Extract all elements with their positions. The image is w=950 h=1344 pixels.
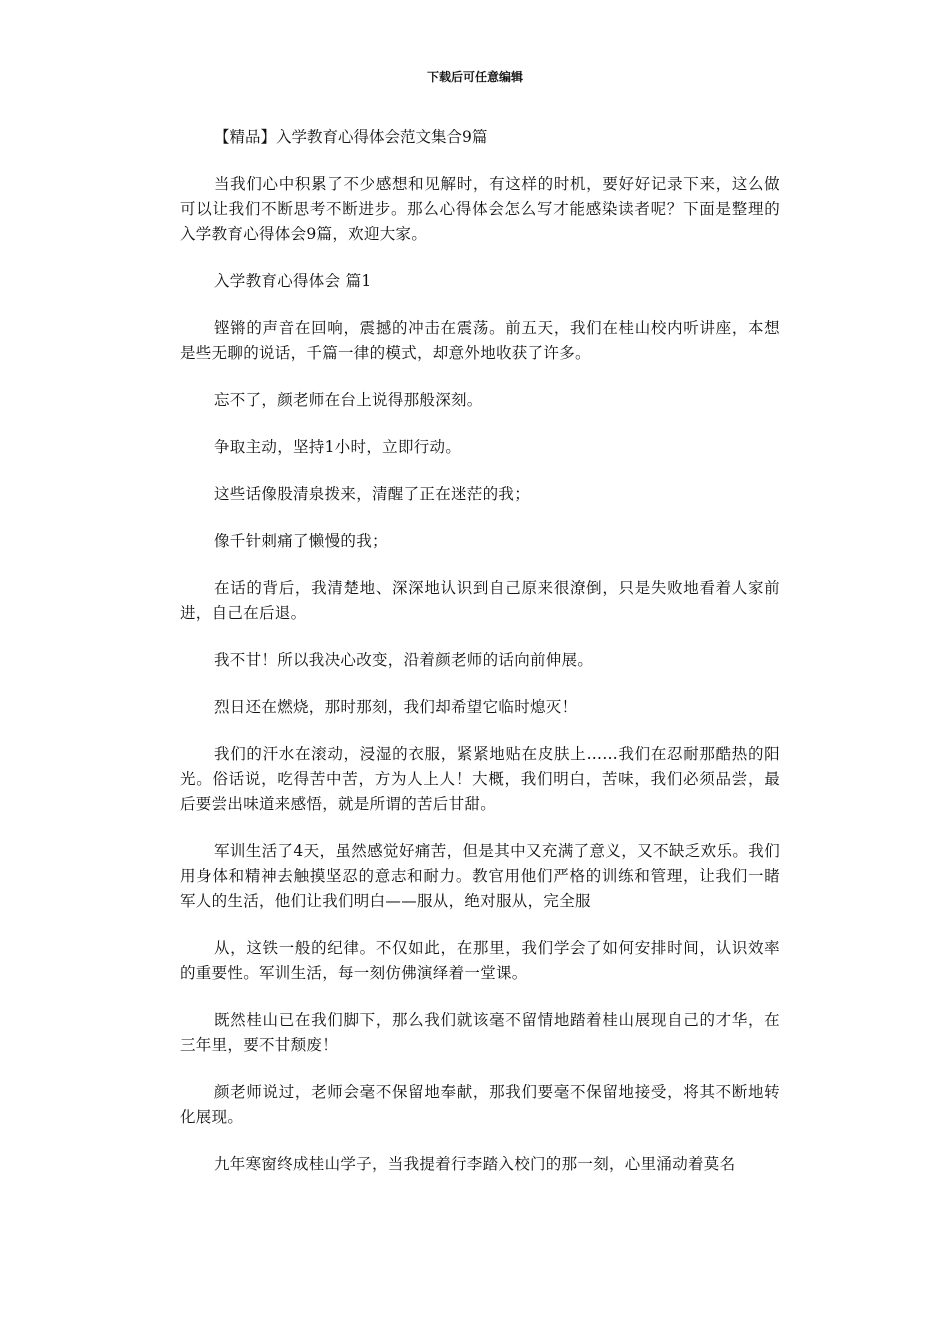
paragraph-intro: 当我们心中积累了不少感想和见解时，有这样的时机，要好好记录下来，这么做可以让我们不断思考不断进步。那么心得体会怎么写才能感染读者呢？下面是整理的入学教育心得体会9篇，欢迎大家。 [180,175,780,243]
section-heading: 入学教育心得体会 篇1 [214,272,372,290]
document-title: 【精品】入学教育心得体会范文集合9篇 [214,128,488,146]
paragraph: 像千针刺痛了懒慢的我； [214,532,388,550]
paragraph: 争取主动，坚持1小时，立即行动。 [214,438,462,456]
paragraph: 我不甘！所以我决心改变，沿着颜老师的话向前伸展。 [214,651,594,669]
paragraph: 在话的背后，我清楚地、深深地认识到自己原来很潦倒，只是失败地看着人家前进，自己在后退。 [180,579,780,622]
paragraph: 颜老师说过，老师会毫不保留地奉献，那我们要毫不保留地接受，将其不断地转化展现。 [180,1083,780,1126]
paragraph: 铿锵的声音在回响，震撼的冲击在震荡。前五天，我们在桂山校内听讲座，本想是些无聊的说话，千篇一律的模式，却意外地收获了许多。 [180,319,780,362]
document-body [180,124,780,1199]
paragraph: 从，这铁一般的纪律。不仅如此，在那里，我们学会了如何安排时间，认识效率的重要性。军训生活，每一刻仿佛演绎着一堂课。 [180,939,780,982]
paragraph: 军训生活了4天，虽然感觉好痛苦，但是其中又充满了意义，又不缺乏欢乐。我们用身体和精神去触摸坚忍的意志和耐力。教官用他们严格的训练和管理，让我们一睹军人的生活，他们让我们明白——服从，绝对服从，完全服 [180,842,780,910]
paragraph: 忘不了，颜老师在台上说得那般深刻。 [214,391,483,409]
paragraph: 烈日还在燃烧，那时那刻，我们却希望它临时熄灭！ [214,698,578,716]
paragraph: 既然桂山已在我们脚下，那么我们就该毫不留情地踏着桂山展现自己的才华，在三年里，要不甘颓废！ [180,1011,780,1054]
header-note: 下载后可任意编辑 [426,70,523,84]
paragraph: 九年寒窗终成桂山学子，当我提着行李踏入校门的那一刻，心里涌动着莫名 [214,1155,736,1173]
paragraph: 这些话像股清泉拨来，清醒了正在迷茫的我； [214,485,531,503]
paragraph: 我们的汗水在滚动，浸湿的衣服，紧紧地贴在皮肤上……我们在忍耐那酷热的阳光。俗话说，吃得苦中苦，方为人上人！大概，我们明白，苦味，我们必须品尝，最后要尝出味道来感悟，就是所谓的苦后甘甜。 [180,745,780,813]
